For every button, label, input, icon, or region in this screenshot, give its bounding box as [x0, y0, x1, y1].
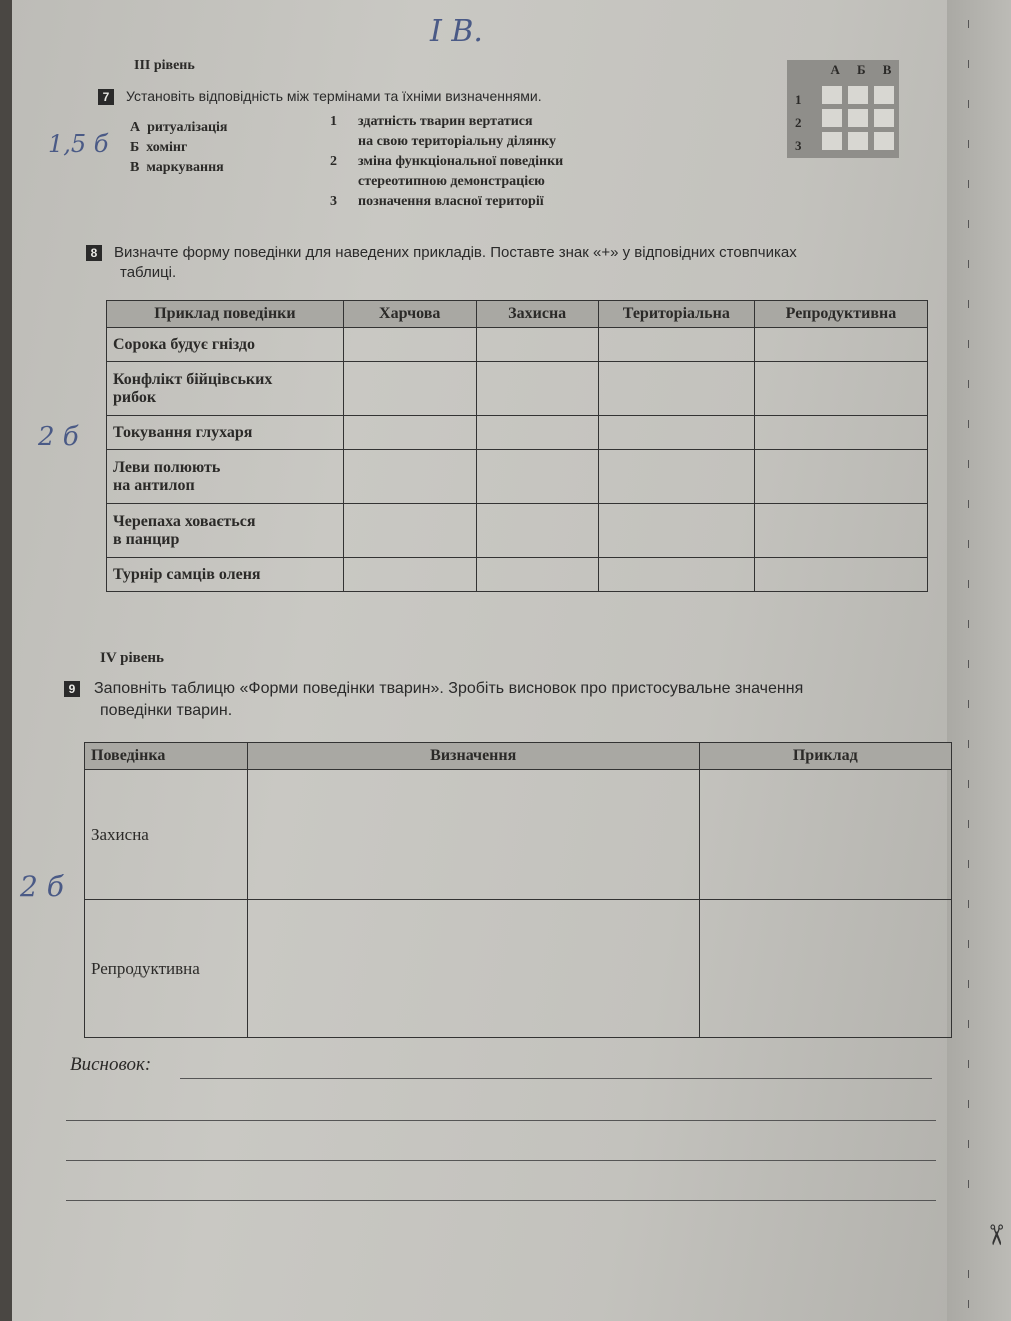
definition-1: 1 здатність тварин вертатися — [330, 114, 533, 129]
col-feeding: Харчова — [343, 301, 476, 328]
table-header-row — [107, 301, 928, 328]
answer-cell[interactable] — [598, 328, 754, 362]
conclusion-line[interactable] — [66, 1120, 936, 1121]
task8-instruction: Визначте форму поведінки для наведених прикладів. Поставте знак «+» у відповідних стовпчиках — [114, 244, 797, 261]
col-definition: Визначення — [247, 743, 699, 770]
answer-cell[interactable] — [598, 504, 754, 558]
answer-cell[interactable] — [476, 558, 598, 592]
example-cell: Сорока будує гніздо — [107, 328, 344, 362]
answer-cell[interactable] — [874, 132, 894, 150]
answer-cell[interactable] — [822, 86, 842, 104]
task8-instruction-line2: таблиці. — [120, 264, 177, 281]
conclusion-line[interactable] — [66, 1200, 936, 1201]
behavior-cell: Репродуктивна — [85, 900, 248, 1038]
answer-cell[interactable] — [343, 328, 476, 362]
handwritten-class-mark: І В. — [430, 14, 483, 49]
answer-cell[interactable] — [343, 504, 476, 558]
table-row — [107, 558, 928, 592]
col-behavior: Поведінка — [85, 743, 248, 770]
col-reproductive: Репродуктивна — [754, 301, 927, 328]
term-b: Б хомінг — [130, 140, 188, 155]
task7-instruction: Установіть відповідність між термінами та їхніми визначеннями. — [126, 88, 542, 104]
table-header-row — [85, 743, 952, 770]
term-a: А ритуалізація — [130, 120, 228, 135]
handwritten-score-task7: 1,5 б — [48, 130, 109, 158]
answer-cell[interactable] — [476, 450, 598, 504]
handwritten-score-task8: 2 б — [38, 422, 79, 452]
answer-cell[interactable] — [476, 362, 598, 416]
answer-cell[interactable] — [848, 109, 868, 127]
task7-definitions — [330, 112, 563, 212]
answer-cell[interactable] — [822, 132, 842, 150]
answer-cell[interactable] — [754, 558, 927, 592]
answer-cell[interactable] — [699, 770, 951, 900]
answer-cell[interactable] — [598, 558, 754, 592]
example-cell: Турнір самців оленя — [107, 558, 344, 592]
conclusion-label: Висновок: — [70, 1054, 152, 1075]
task7-header — [98, 88, 542, 106]
task9-table — [84, 742, 952, 1038]
answer-cell[interactable] — [598, 450, 754, 504]
task9-instruction: Заповніть таблицю «Форми поведінки тварин». Зробіть висновок про пристосувальне значення — [94, 680, 804, 697]
task9-instruction-line2: поведінки тварин. — [100, 702, 233, 719]
answer-cell[interactable] — [343, 362, 476, 416]
example-cell: Леви полюють на антилоп — [107, 450, 344, 504]
example-cell: Конфлікт бійцівських рибок — [107, 362, 344, 416]
definition-2-line2: стереотипною демонстрацією — [358, 174, 545, 189]
next-page-edge — [947, 0, 1011, 1321]
conclusion-line[interactable] — [180, 1078, 932, 1079]
behavior-cell: Захисна — [85, 770, 248, 900]
answer-cell[interactable] — [874, 86, 894, 104]
answer-cell[interactable] — [598, 362, 754, 416]
definition-1-line2: на свою територіальну ділянку — [358, 134, 557, 149]
task8-table — [106, 300, 928, 592]
task8-header — [86, 244, 926, 281]
answer-cell[interactable] — [754, 416, 927, 450]
handwritten-score-task9: 2 б — [20, 870, 64, 903]
answer-cell[interactable] — [754, 504, 927, 558]
answer-cell[interactable] — [247, 900, 699, 1038]
answer-cell[interactable] — [476, 416, 598, 450]
answer-cell[interactable] — [874, 109, 894, 127]
task9-number: 9 — [64, 681, 80, 697]
col-example: Приклад поведінки — [107, 301, 344, 328]
example-cell: Токування глухаря — [107, 416, 344, 450]
level-4-heading: IV рівень — [100, 650, 164, 666]
scissors-icon: ✂ — [979, 1223, 1011, 1247]
answer-cell[interactable] — [343, 450, 476, 504]
table-row — [107, 450, 928, 504]
table-row — [85, 770, 952, 900]
table-row — [85, 900, 952, 1038]
table-row — [107, 416, 928, 450]
answer-cell[interactable] — [343, 558, 476, 592]
task7-number: 7 — [98, 89, 114, 105]
term-v: В маркування — [130, 160, 224, 175]
conclusion-line[interactable] — [66, 1160, 936, 1161]
col-territorial: Територіальна — [598, 301, 754, 328]
cut-line — [968, 20, 978, 1310]
definition-2: 2 зміна функціональної поведінки — [330, 154, 564, 169]
answer-cell[interactable] — [754, 450, 927, 504]
level-3-heading: ІІІ рівень — [134, 58, 195, 73]
answer-cell[interactable] — [476, 328, 598, 362]
answer-cell[interactable] — [754, 362, 927, 416]
answer-cell[interactable] — [848, 86, 868, 104]
task7-terms — [130, 118, 228, 178]
answer-cell[interactable] — [247, 770, 699, 900]
table-row — [107, 328, 928, 362]
answer-cell[interactable] — [754, 328, 927, 362]
task9-header — [64, 680, 944, 720]
table-row — [107, 362, 928, 416]
answer-cell[interactable] — [476, 504, 598, 558]
col-defensive: Захисна — [476, 301, 598, 328]
answer-cell[interactable] — [848, 132, 868, 150]
col-example: Приклад — [699, 743, 951, 770]
definition-3: 3 позначення власної території — [330, 194, 544, 209]
example-cell: Черепаха ховається в панцир — [107, 504, 344, 558]
task8-number: 8 — [86, 245, 102, 261]
answer-cell[interactable] — [699, 900, 951, 1038]
answer-cell[interactable] — [598, 416, 754, 450]
answer-grid-row-headers: 1 2 3 — [795, 92, 802, 153]
answer-cell[interactable] — [343, 416, 476, 450]
answer-grid-column-headers: А Б В — [830, 62, 892, 77]
answer-cell[interactable] — [822, 109, 842, 127]
table-row — [107, 504, 928, 558]
